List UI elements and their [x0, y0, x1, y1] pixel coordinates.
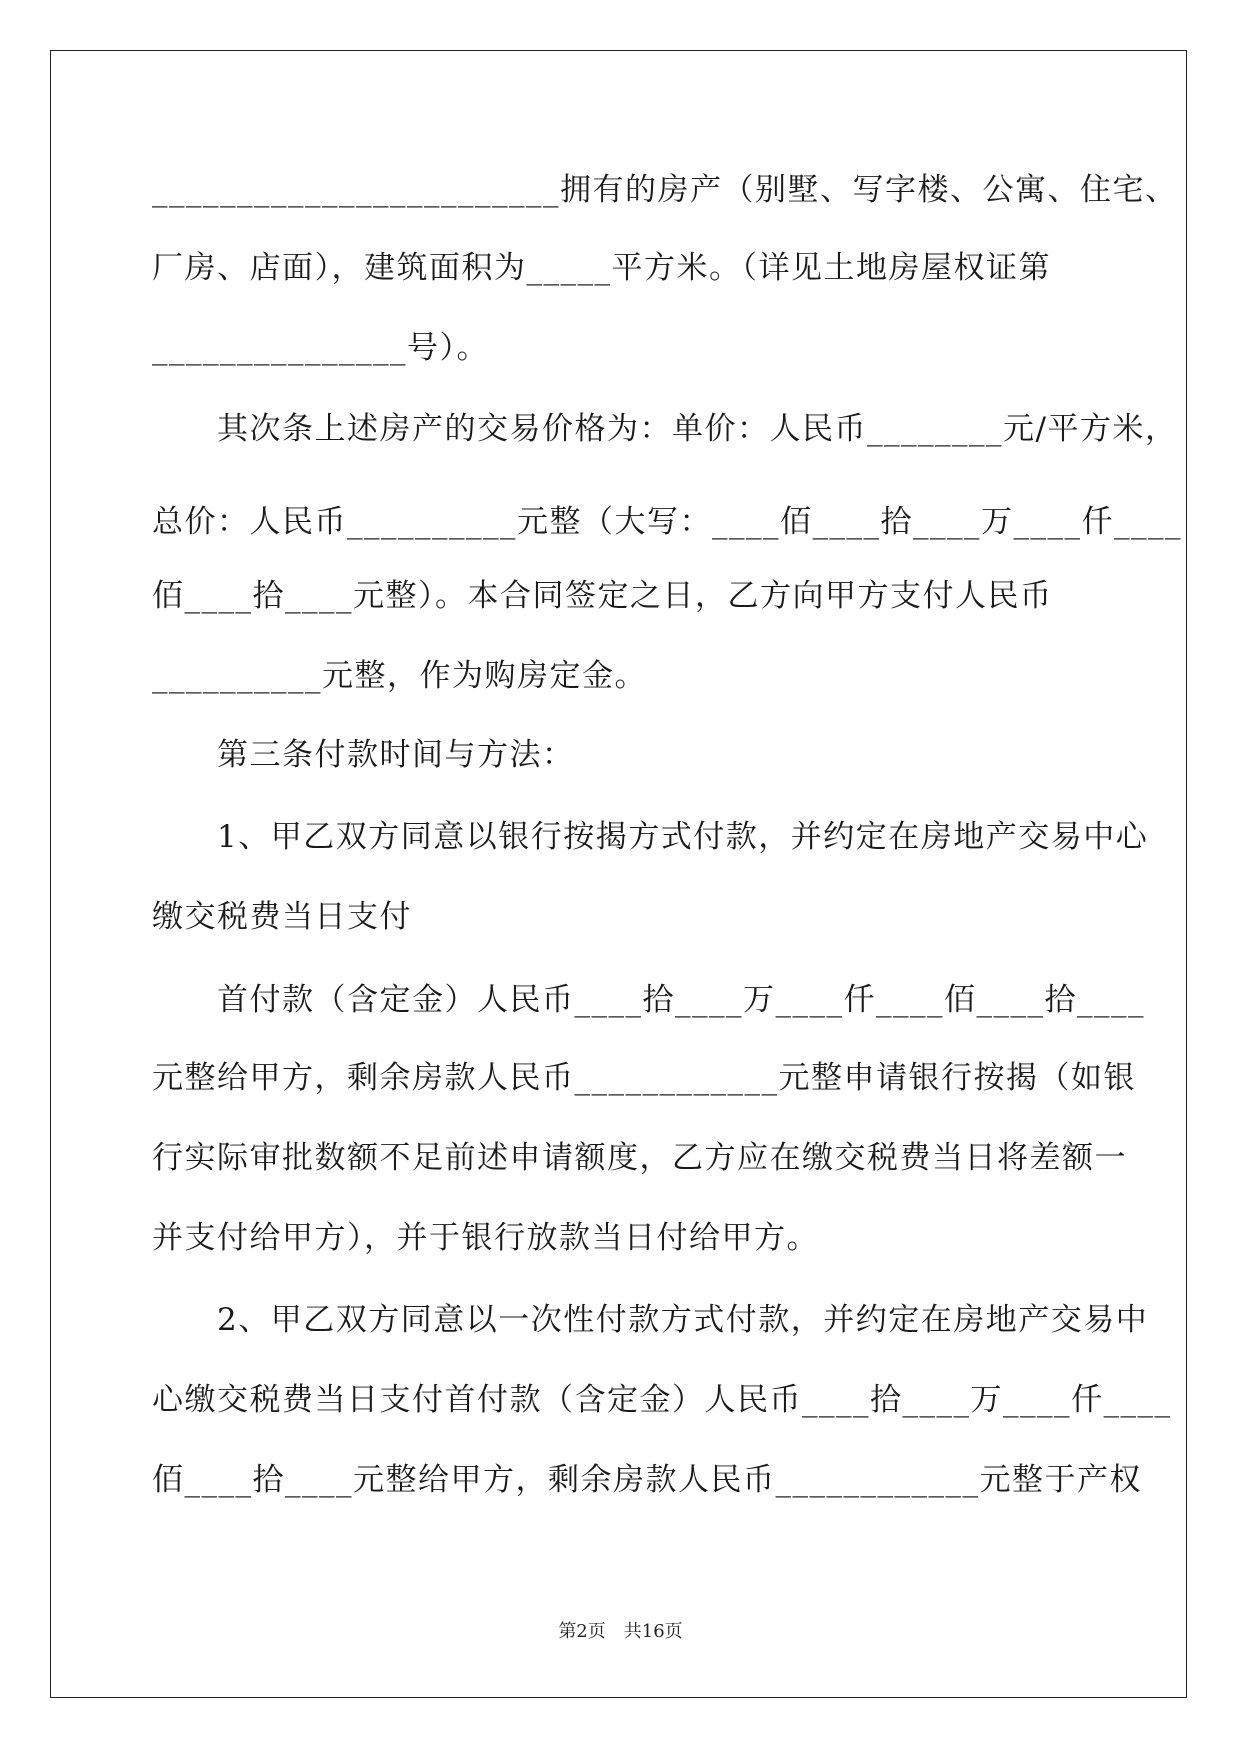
text-line: 2、甲乙双方同意以一次性付款方式付款，并约定在房地产交易中	[152, 1302, 1149, 1338]
text-line: 首付款（含定金）人民币____拾____万____仟____佰____拾____	[152, 982, 1145, 1018]
text-line: 心缴交税费当日支付首付款（含定金）人民币____拾____万____仟____	[152, 1382, 1172, 1418]
page-border	[50, 50, 1187, 1698]
text-line: 并支付给甲方），并于银行放款当日付给甲方。	[152, 1220, 819, 1256]
text-line: 第三条付款时间与方法：	[152, 737, 575, 773]
text-line: 佰____拾____元整）。本合同签定之日，乙方向甲方支付人民币	[152, 578, 1053, 614]
text-line: 元整给甲方，剩余房款人民币____________元整申请银行按揭（如银	[152, 1060, 1136, 1096]
text-line: 1、甲乙双方同意以银行按揭方式付款，并约定在房地产交易中心	[152, 819, 1149, 855]
text-line: 行实际审批数额不足前述申请额度，乙方应在缴交税费当日将差额一	[152, 1140, 1127, 1176]
text-line: 其次条上述房产的交易价格为：单价：人民币________元/平方米，	[152, 411, 1178, 447]
page-number-footer: 第2页 共16页	[558, 1621, 683, 1642]
text-line: _______________号）。	[152, 330, 489, 366]
text-line: ________________________拥有的房产（别墅、写字楼、公寓、住宅、	[152, 172, 1178, 208]
text-line: 缴交税费当日支付	[152, 899, 412, 935]
text-line: 厂房、店面），建筑面积为_____平方米。（详见土地房屋权证第	[152, 250, 1051, 286]
text-line: __________元整，作为购房定金。	[152, 658, 647, 694]
text-line: 佰____拾____元整给甲方，剩余房款人民币____________元整于产权	[152, 1462, 1142, 1498]
text-line: 总价：人民币__________元整（大写：____佰____拾____万____仟____	[152, 504, 1182, 540]
